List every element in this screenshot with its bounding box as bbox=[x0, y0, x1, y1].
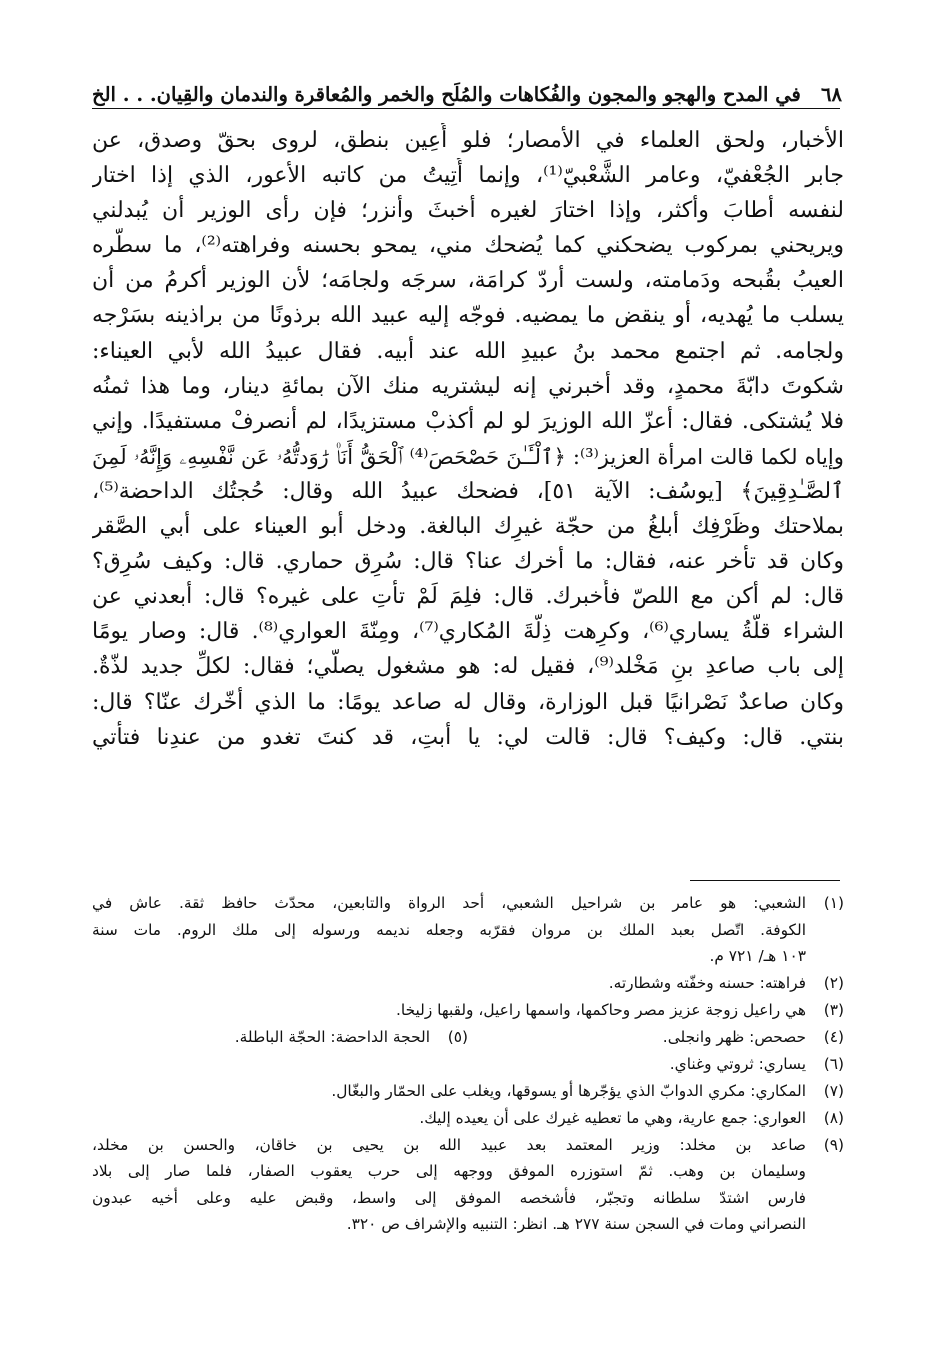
text-line: شكوتَ دابّةَ محمدٍ، وقد أخبرني إنه ليشتريه منك الآن بمائةِ دينار، وما هذا ثمنُه bbox=[92, 373, 844, 399]
footnote-7 bbox=[92, 1078, 844, 1105]
footnote-2 bbox=[92, 970, 844, 997]
footnote-9 bbox=[92, 1132, 844, 1238]
text-line: ويريحني بمركوب يضحكني كما يُضحك مني، يمحو بحسنه وفراهته⁽²⁾، ما سطّره bbox=[92, 233, 844, 259]
text-line: ولجامه. ثم اجتمع محمد بنُ عبيدِ الله عند أبيه. فقال عبيدُ الله لأبي العيناء: bbox=[92, 338, 844, 364]
footnote-line: صاعد بن مخلد: وزير المعتمد بعد عبيد الله بن يحيى بن خاقان، والحسن بن مخلد، bbox=[92, 1135, 806, 1154]
footnote-number: (٢) bbox=[823, 973, 844, 992]
header-rule bbox=[92, 108, 840, 109]
footnote-6 bbox=[92, 1051, 844, 1078]
footnote-row-4-5 bbox=[92, 1024, 844, 1051]
main-text bbox=[92, 123, 844, 755]
footnote-line: حصحص: ظهر وانجلى. bbox=[662, 1027, 806, 1046]
footnote-line: المكاري: مكري الدوابّ الذي يؤجّرها أو يسوقها، ويغلب على الحمّار والبغّال. bbox=[331, 1081, 806, 1100]
footnote-line: هي راعيل زوجة عزيز مصر وحاكمها، واسمها راعيل، ولقبها زليخا. bbox=[395, 1000, 806, 1019]
text-line: الأخبار، ولحق العلماء في الأمصار؛ فلو أُعِين بنطق، لروى بحقّ وصدق، عن bbox=[92, 128, 844, 153]
page-number: ٦٨ bbox=[821, 83, 842, 106]
text-line: العيبُ بقُبحه ودَمامته، ولست أردّ كرامَة، سرجَه ولجامَه؛ لأن الوزير أكرمُ من أن bbox=[92, 268, 844, 294]
footnote-number: (٣) bbox=[823, 1000, 844, 1019]
footnote-number: (٤) bbox=[823, 1027, 844, 1046]
footnote-line: الكوفة. اتّصل بعبد الملك بن مروان فقرّبه وجعله نديمه ورسوله إلى ملك الروم. مات سنة bbox=[92, 920, 806, 939]
footnote-number: (٥) bbox=[447, 1027, 468, 1046]
footnote-number: (١) bbox=[823, 894, 844, 912]
running-header bbox=[92, 66, 842, 106]
footnotes bbox=[92, 890, 844, 1238]
footnote-number: (٨) bbox=[823, 1108, 844, 1127]
text-line: إلى باب صاعدِ بنِ مَخْلد⁽⁹⁾، فقيل له: هو مشغول يصلّي؛ فقال: لكلِّ جديد لذّةٌ. bbox=[92, 654, 844, 680]
footnote-line: ١٠٣ هـ/ ٧٢١ م. bbox=[709, 947, 806, 965]
footnote-line: فراهته: حسنه وخفّته وشطارته. bbox=[608, 973, 806, 992]
running-title: في المدح والهجو والمجون والفُكاهات والمُلَح والخمر والمُعاقرة والندمان والقِيان. . . الخ bbox=[92, 83, 801, 106]
footnote-line: فارس اشتدّ سلطانه وتجبّر، فأشخصه الموفق إلى واسط، وقبض عليه وعلى أخيه عبدون bbox=[92, 1188, 806, 1207]
text-line: وكان قد تأخر عنه، فقال: ما أخرك عنا؟ قال: سُرِق حماري. قال: وكيف سُرِق؟ bbox=[92, 549, 844, 575]
footnote-line: وسليمان بن وهب. ثمّ استوزره الموفق ووجهه إلى حرب يعقوب الصفار، فلما صار إلى بلاد bbox=[92, 1162, 806, 1180]
text-line: فلا يُشتكى. فقال: أعزّ الله الوزيرَ لو لم أكذبْ مستزيدًا، لم أنصرفْ مستفيدًا. وإني bbox=[92, 408, 844, 434]
footnote-number: (٦) bbox=[823, 1054, 844, 1073]
text-line: بنتي. قال: وكيف؟ قال: قالت لي: يا أبتِ، قد كنتَ تغدو من عندِنا فتأتي bbox=[92, 724, 844, 750]
text-line: وكان صاعدٌ نَصْرانيًا قبل الوزارة، وقال له صاعد يومًا: ما الذي أخّرك عنّا؟ قال: bbox=[92, 689, 844, 715]
footnote-4 bbox=[468, 1024, 844, 1051]
footnote-line: الشعبي: هو عامر بن شراحيل الشعبي، أحد الرواة والتابعين، محدّث حافظ ثقة. عاش في bbox=[92, 894, 806, 912]
text-line: قال: لم أكن مع اللصّ فأُخبرك. قال: فلِمَ لَمْ تأتِ على غيره؟ قال: أبعدني عن bbox=[92, 584, 844, 610]
footnote-line: النصراني ومات في السجن سنة ٢٧٧ هـ. انظر: التنبيه والإشراف ص ٣٢٠. bbox=[346, 1215, 806, 1233]
text-line: وإياه لكما قالت امرأة العزيز⁽³⁾: ﴿ٱلْـَٔـٰنَ حَصْحَصَ⁽⁴⁾ ٱلْحَقُّ أَنَا۠ رَٰوَدتُّهُۥ عَن نَّفْسِهِۦ وَإِنَّهُۥ لَمِنَ bbox=[92, 443, 844, 469]
footnote-separator bbox=[690, 880, 840, 881]
text-line: ٱلصَّـٰدِقِينَ﴾ [يوسُف: الآية ٥١]، فضحك عبيدُ الله وقال: حُجتُك الداحضة⁽⁵⁾، bbox=[92, 478, 844, 504]
footnote-3 bbox=[92, 997, 844, 1024]
footnote-1 bbox=[92, 890, 844, 970]
footnote-number: (٧) bbox=[823, 1081, 844, 1100]
footnote-5 bbox=[92, 1024, 468, 1051]
text-line: جابر الجُعْفيّ، وعامر الشَّعْبيّ⁽¹⁾، وإنما أُتِيتُ من كاتبه الأعور، الذي إذا اختار bbox=[92, 163, 844, 189]
text-line: الشراء قلّةُ يساري⁽⁶⁾، وكرِهت ذِلّةَ المُكاري⁽⁷⁾، ومِنّةَ العواري⁽⁸⁾. قال: وصار يومًا bbox=[92, 619, 844, 645]
footnote-8 bbox=[92, 1105, 844, 1132]
footnote-number: (٩) bbox=[823, 1135, 844, 1154]
text-line: يسلب ما يُهديه، أو ينقض ما يمضيه. فوجّه إليه عبيد الله برذونًا من براذينه بسَرْجه bbox=[92, 303, 844, 329]
footnote-line: العواري: جمع عارية، وهي ما تعطيه غيرك على أن يعيده إليك. bbox=[419, 1108, 806, 1127]
footnote-line: الحجة الداحضة: الحجّة الباطلة. bbox=[234, 1027, 430, 1046]
text-line: لنفسه أطابَ وأكثر، وإذا اختارَ لغيره أخبثَ وأنزر؛ فإن رأى الوزير أن يُبدلني bbox=[92, 198, 844, 224]
text-line: بملاحتك وظَرْفِك أبلغُ من حجّة غيرِك البالغة. ودخل أبو العيناء على أبي الصَّقر bbox=[92, 514, 844, 540]
footnote-line: يساري: ثروتي وغناي. bbox=[669, 1054, 806, 1073]
